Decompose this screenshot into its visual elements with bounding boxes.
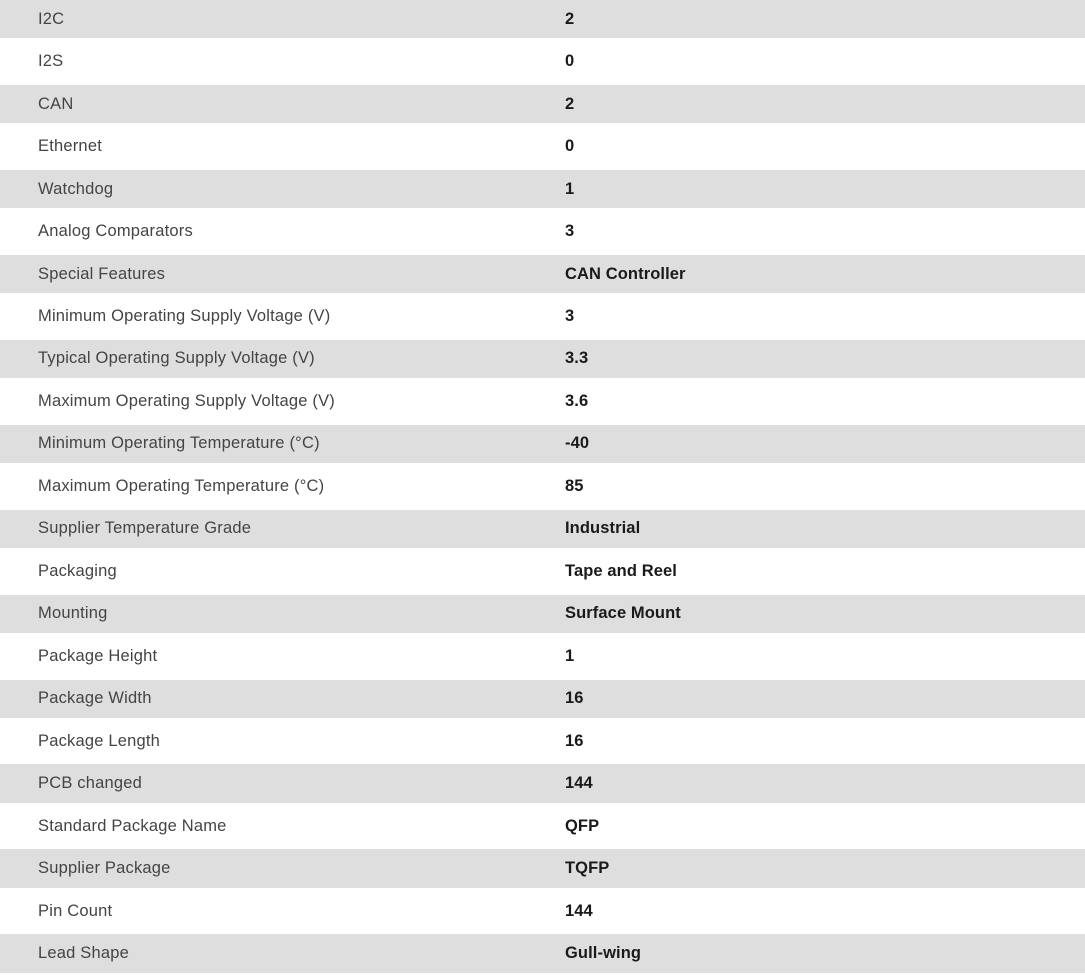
spec-label: Standard Package Name bbox=[38, 816, 227, 835]
spec-label: Ethernet bbox=[38, 137, 102, 156]
table-row bbox=[0, 340, 1085, 382]
spec-value: 16 bbox=[565, 689, 584, 708]
table-row bbox=[0, 127, 1085, 169]
table-row bbox=[0, 552, 1085, 594]
table-row bbox=[0, 170, 1085, 212]
spec-value: 85 bbox=[565, 476, 584, 495]
spec-value: 1 bbox=[565, 646, 575, 665]
table-row bbox=[0, 764, 1085, 806]
spec-label: Minimum Operating Temperature (°C) bbox=[38, 434, 320, 453]
spec-label: Pin Count bbox=[38, 901, 113, 920]
spec-value: 144 bbox=[565, 901, 593, 920]
spec-label: CAN bbox=[38, 94, 74, 113]
spec-label: Mounting bbox=[38, 604, 108, 623]
table-row bbox=[0, 510, 1085, 552]
table-row bbox=[0, 0, 1085, 42]
spec-label: Packaging bbox=[38, 561, 117, 580]
spec-value: 0 bbox=[565, 52, 575, 71]
spec-value: 1 bbox=[565, 179, 575, 198]
spec-label: Special Features bbox=[38, 264, 166, 283]
spec-value: 16 bbox=[565, 731, 584, 750]
table-row bbox=[0, 85, 1085, 127]
table-row bbox=[0, 255, 1085, 297]
spec-value: 2 bbox=[565, 9, 575, 28]
table-row bbox=[0, 42, 1085, 84]
spec-value: 3.3 bbox=[565, 349, 589, 368]
spec-value: 144 bbox=[565, 774, 593, 793]
spec-value: Tape and Reel bbox=[565, 561, 677, 580]
spec-label: Analog Comparators bbox=[38, 222, 193, 241]
spec-value: TQFP bbox=[565, 859, 610, 878]
spec-value: 3.6 bbox=[565, 391, 589, 410]
table-row bbox=[0, 297, 1085, 339]
table-row bbox=[0, 595, 1085, 637]
spec-label: Supplier Package bbox=[38, 859, 171, 878]
spec-label: I2C bbox=[38, 9, 65, 28]
spec-value: Surface Mount bbox=[565, 604, 681, 623]
spec-value: 3 bbox=[565, 222, 575, 241]
spec-value: 3 bbox=[565, 307, 575, 326]
table-row bbox=[0, 382, 1085, 424]
table-row bbox=[0, 849, 1085, 891]
table-row bbox=[0, 934, 1085, 976]
spec-label: Minimum Operating Supply Voltage (V) bbox=[38, 307, 331, 326]
table-row bbox=[0, 467, 1085, 509]
table-row bbox=[0, 212, 1085, 254]
spec-label: Lead Shape bbox=[38, 944, 130, 963]
spec-value: Industrial bbox=[565, 519, 641, 538]
table-row bbox=[0, 807, 1085, 849]
spec-label: Supplier Temperature Grade bbox=[38, 519, 252, 538]
table-row bbox=[0, 637, 1085, 679]
spec-label: PCB changed bbox=[38, 774, 143, 793]
spec-value: -40 bbox=[565, 434, 590, 453]
spec-label: Watchdog bbox=[38, 179, 114, 198]
table-row bbox=[0, 722, 1085, 764]
spec-label: Typical Operating Supply Voltage (V) bbox=[38, 349, 315, 368]
table-row bbox=[0, 892, 1085, 934]
spec-value: CAN Controller bbox=[565, 264, 686, 283]
spec-value: 2 bbox=[565, 94, 575, 113]
spec-label: I2S bbox=[38, 52, 64, 71]
spec-label: Maximum Operating Supply Voltage (V) bbox=[38, 391, 335, 410]
spec-value: QFP bbox=[565, 816, 600, 835]
table-row bbox=[0, 425, 1085, 467]
spec-label: Package Width bbox=[38, 689, 152, 708]
spec-label: Package Length bbox=[38, 731, 161, 750]
spec-label: Maximum Operating Temperature (°C) bbox=[38, 476, 325, 495]
spec-label: Package Height bbox=[38, 646, 158, 665]
spec-value: Gull-wing bbox=[565, 944, 642, 963]
table-row bbox=[0, 680, 1085, 722]
spec-value: 0 bbox=[565, 137, 575, 156]
